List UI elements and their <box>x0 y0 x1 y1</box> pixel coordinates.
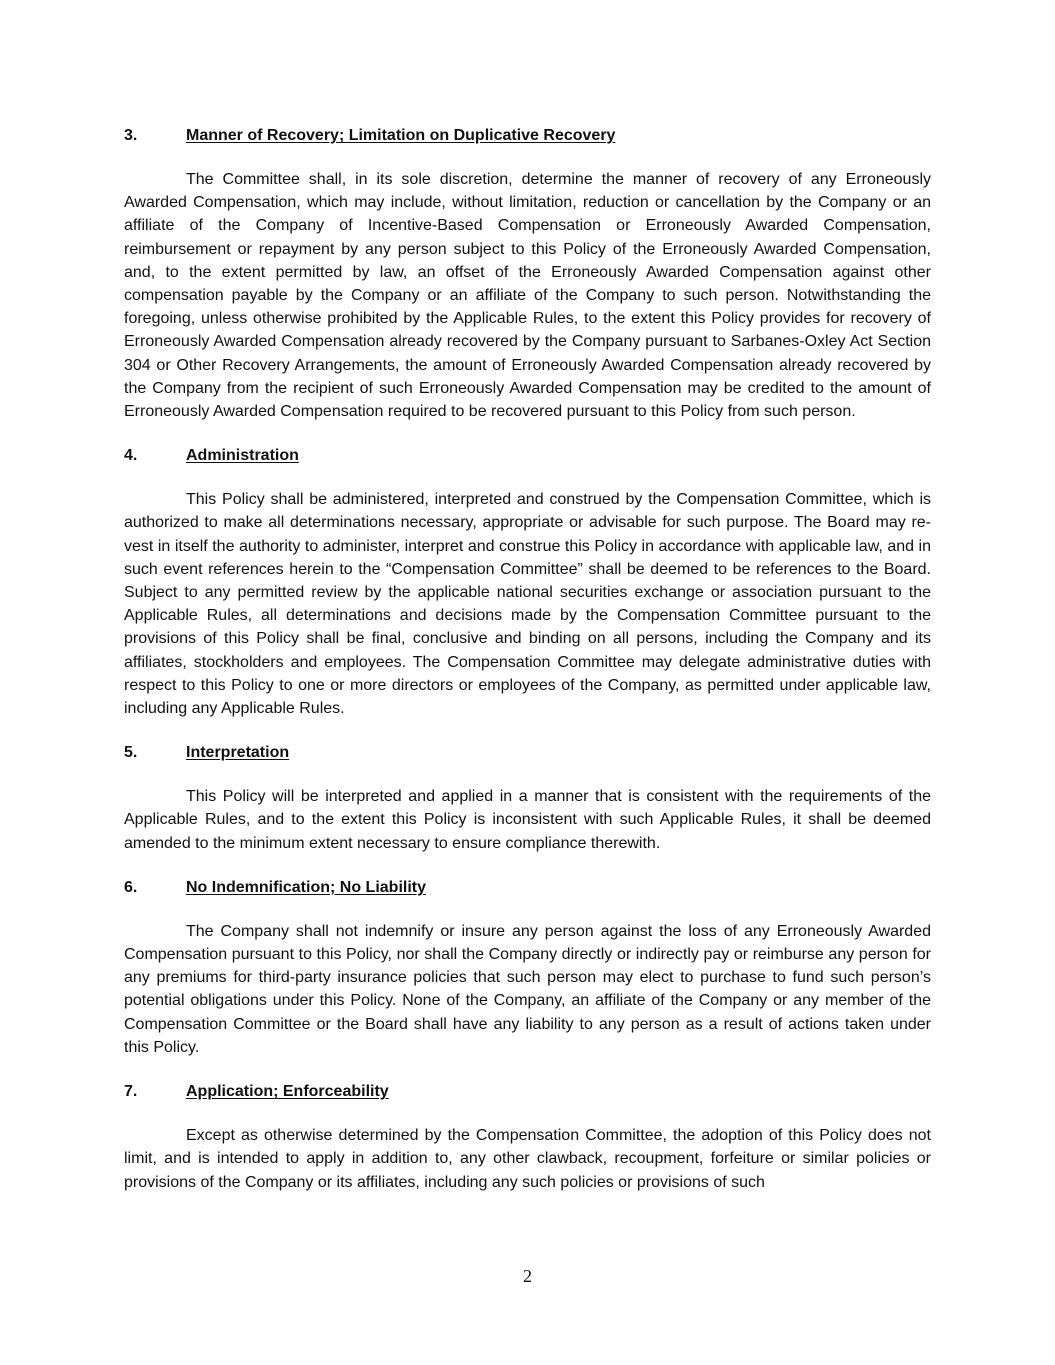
section-heading <box>124 741 931 764</box>
section-body: This Policy shall be administered, interpreted and construed by the Compensation Committee, which is authorized to make all determinations necessary, appropriate or advisable for such purpose. The Board may re-vest in itself the authority to administer, interpret and construe this Policy in accordance with applicable law, and in such event references herein to the “Compensation Committee” shall be deemed to be references to the Board. Subject to any permitted review by the applicable national securities exchange or association pursuant to the Applicable Rules, all determinations and decisions made by the Compensation Committee pursuant to the provisions of this Policy shall be final, conclusive and binding on all persons, including the Company and its affiliates, stockholders and employees. The Compensation Committee may delegate administrative duties with respect to this Policy to one or more directors or employees of the Company, as permitted under applicable law, including any Applicable Rules. <box>124 491 931 718</box>
section-7 <box>124 1080 931 1194</box>
section-6 <box>124 876 931 1059</box>
section-heading <box>124 124 931 147</box>
section-title: Application; Enforceability <box>186 1083 389 1101</box>
section-4 <box>124 444 931 720</box>
section-heading <box>124 444 931 467</box>
section-title: Manner of Recovery; Limitation on Duplicative Recovery <box>186 127 616 144</box>
section-heading <box>124 876 931 899</box>
section-body: Except as otherwise determined by the Compensation Committee, the adoption of this Policy does not limit, and is intended to apply in addition to, any other clawback, recoupment, forfeiture or similar policies or provisions of the Company or its affiliates, including any such policies or provisions of such <box>124 1127 931 1191</box>
section-number: 4. <box>124 447 138 465</box>
section-title: No Indemnification; No Liability <box>186 878 426 896</box>
section-heading <box>124 1080 931 1103</box>
section-body: The Committee shall, in its sole discretion, determine the manner of recovery of any Erroneously Awarded Compensation, which may include, without limitation, reduction or cancellation by the Company or an affiliate of the Company of Incentive-Based Compensation or Erroneously Awarded Compensation, reimbursement or repayment by any person subject to this Policy of the Erroneously Awarded Compensation, and, to the extent permitted by law, an offset of the Erroneously Awarded Compensation against other compensation payable by the Company or an affiliate of the Company to such person. Notwithstanding the foregoing, unless otherwise prohibited by the Applicable Rules, to the extent this Policy provides for recovery of Erroneously Awarded Compensation already recovered by the Company pursuant to Sarbanes-Oxley Act Section 304 or Other Recovery Arrangements, the amount of Erroneously Awarded Compensation already recovered by the Company from the recipient of such Erroneously Awarded Compensation may be credited to the amount of Erroneously Awarded Compensation required to be recovered pursuant to this Policy from such person. <box>124 171 931 421</box>
section-number: 7. <box>124 1083 138 1101</box>
page-number: 2 <box>523 1266 532 1286</box>
section-body: This Policy will be interpreted and applied in a manner that is consistent with the requirements of the Applicable Rules, and to the extent this Policy is inconsistent with such Applicable Rules, it shall be deemed amended to the minimum extent necessary to ensure compliance therewith. <box>124 788 931 852</box>
section-title: Administration <box>186 447 299 465</box>
section-number: 5. <box>124 744 138 762</box>
section-title: Interpretation <box>186 744 290 762</box>
section-3 <box>124 124 931 423</box>
section-number: 6. <box>124 878 138 896</box>
section-number: 3. <box>124 127 138 144</box>
document-page <box>124 124 931 1215</box>
section-5 <box>124 741 931 855</box>
section-body: The Company shall not indemnify or insure any person against the loss of any Erroneously Awarded Compensation pursuant to this Policy, nor shall the Company directly or indirectly pay or reimburse any person for any premiums for third-party insurance policies that such person may elect to purchase to fund such person’s potential obligations under this Policy. None of the Company, an affiliate of the Company or any member of the Compensation Committee or the Board shall have any liability to any person as a result of actions taken under this Policy. <box>124 922 931 1056</box>
